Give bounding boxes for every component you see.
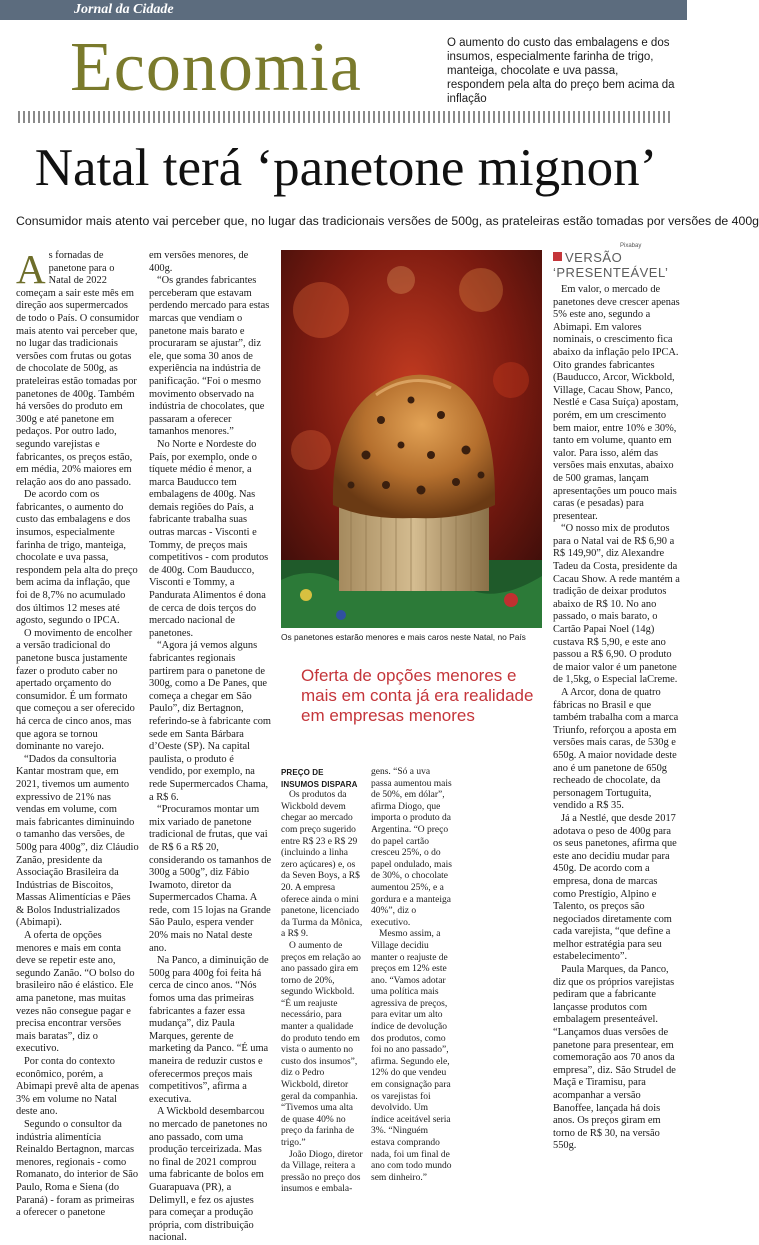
article-column-2	[149, 250, 272, 1244]
panettone-photo	[281, 250, 542, 628]
photo-credit: Pixabay	[620, 243, 642, 249]
article-paragraph: “Os grandes fabricantes perceberam que estavam perdendo mercado para estas marcas que vendiam o panetone mais barato e procuraram se ajustar”, diz ele, que soma 30 anos de experiência na indústria de panificação. “Foi o mesmo movimento observado na indústria de chocolates, que passaram a oferecer tamanhos menores.”	[149, 275, 270, 438]
sidebar-column	[553, 250, 681, 1152]
article-column-1	[16, 246, 139, 1219]
article-paragraph: Já a Nestlé, que desde 2017 adotava o peso de 400g para os seus panetones, afirma que este ano decidiu mudar para 450g. De acordo com a empresa, dona de marcas como Prestígio, Alpino e Talento, os preços são negociados diretamente com cada varejista, “que define a melhor estratégia para seu estabelecimento”.	[553, 812, 677, 963]
article-paragraph: “Dados da consultoria Kantar mostram que, em 2021, tivemos um aumento expressivo de 21% nas vendas em volume, com mais fabricantes diminuindo o tamanho das versões, de 500g para 400g”, diz Cláudio Zanão, presidente da Associação Brasileira da Indústrias de Biscoitos, Massas Alimentícias e Pães & Bolos Industrializados (Abimapi).	[16, 753, 139, 929]
masthead-label: Jornal da Cidade	[74, 2, 174, 17]
article-paragraph: gens. “Só a uva passa aumentou mais de 50%, em dólar”, afirma Diogo, que importa o produto da Argentina. “O preço do papel cartão cresceu 25%, o do papel ondulado, mais de 30%, o chocolate aumentou 25%, e a gordura e a manteiga 40%”, diz o executivo.	[371, 767, 452, 928]
article-paragraph-text: s fornadas de panetone para o Natal de 2022 começam a sair este mês em direção aos supermercados de todo o País. O consumidor mais atento vai perceber que, no lugar das tradicionais versões com frutas ou gotas de chocolate de 500g, as prateleiras estão tomadas por panetones de 400g. Também há versões do produto em 300g e até panetone em pedaços. Por outro lado, segundo varejistas e fabricantes, os preços estão, em média, 20% maiores em relação aos do ano passado.	[16, 250, 139, 488]
section-intro: O aumento do custo das embalagens e dos insumos, especialmente farinha de trigo, manteiga, chocolate e uva passa, respondem pela alta do preço bem acima da inflação	[447, 37, 675, 105]
photo-caption: Os panetones estarão menores e mais caros neste Natal, no País	[281, 632, 526, 642]
article-paragraph: Por conta do contexto econômico, porém, a Abimapi prevê alta de apenas 3% em volume no Natal deste ano.	[16, 1056, 139, 1118]
masthead-rule	[0, 19, 687, 20]
article-paragraph: A oferta de opções menores e mais em conta deve se repetir este ano, segundo Zanão. “O bolso do brasileiro não é elástico. Ele ama panetone, mas muitas vezes não consegue pagar e precisa encontrar versões mais baratas”, diz o executivo.	[16, 930, 135, 1055]
article-paragraph: João Diogo, diretor da Village, reitera a pressão no preço dos insumos e embala-	[281, 1149, 363, 1195]
article-paragraph: em versões menores, de 400g.	[149, 250, 249, 274]
article-paragraph: Na Panco, a diminuição de 500g para 400g foi feita há cerca de cinco anos. “Nós fomos uma das primeiras fabricantes a fazer essa mudança”, diz Paula Marques, gerente de marketing da Panco. “É uma maneira de reduzir custos e oferecermos preços mais competitivos”, afirma a executiva.	[149, 955, 269, 1105]
decorative-hatch-divider	[18, 111, 673, 123]
article-paragraph: “O nosso mix de produtos para o Natal vai de R$ 6,90 a R$ 149,90”, diz Alexandre Tadeu da Costa, presidente da Cacau Show. A rede mantém a tradição de deixar produtos abaixo de R$ 10. No ano passado, o mais barato, o Cartão Papai Noel (14g) custava R$ 5,90, e este ano passou a R$ 6,90. O produto de maior valor é um panetone de 1,5kg, o Especial laCreme.	[553, 523, 680, 686]
article-paragraph: Mesmo assim, a Village decidiu manter o reajuste de preços em 12% este ano. “Vamos adotar uma política mais agressiva de preços, para evitar um alto índice de devolução dos produtos, como foi no ano passado”, afirma. Segundo ele, 12% do que vendeu em consignação para os varejistas foi devolvido. Um índice aceitável seria 3%. “Ninguém estava comprando nada, foi um final de ano com todo mundo sem dinheiro.”	[371, 929, 452, 1183]
panettone-illustration	[281, 250, 542, 628]
article-paragraph: O aumento de preços em relação ao ano passado gira em torno de 20%, segundo Wickbold. “É um reajuste necessário, para manter a qualidade do produto tendo em vista o aumento no custo dos insumos”, diz o Pedro Wickbold, diretor geral da companhia. “Tivemos uma alta de quase 40% no preço da farinha de trigo.”	[281, 940, 361, 1148]
article-paragraph: No Norte e Nordeste do País, por exemplo, onde o tíquete médio é menor, a marca Bauducco tem embalagens de 400g. Nas demais regiões do País, a fabricante trabalha suas outras marcas - Visconti e Tommy, de preços mais competitivos - com produtos de 400g. Com Bauducco, Visconti e Tommy, a Pandurata Alimentos é dona de cerca de dois terços do mercado nacional de panetones.	[149, 438, 269, 639]
article-paragraph: “Procuramos montar um mix variado de panetone tradicional de frutas, que vai de R$ 6 a R$ 20, considerando os tamanhos de 300g a 500g”, diz Fábio Iwamoto, diretor da Supermercados Chama. A rede, com 15 lojas na Grande São Paulo, espera vender 20% mais no Natal deste ano.	[149, 804, 272, 954]
article-column-4	[371, 767, 453, 1183]
article-subheadline: Consumidor mais atento vai perceber que, no lugar das tradicionais versões de 500g, as prateleiras estão tomadas por versões de 400g	[16, 214, 759, 228]
drop-cap: A	[16, 246, 46, 292]
pull-quote: Oferta de opções menores e mais em conta já era realidade em empresas menores	[301, 666, 534, 725]
article-paragraph: Segundo o consultor da indústria alimentícia Reinaldo Bertagnon, marcas menores, regionais - como Romanato, do interior de São Paulo, Roma e Siena (do Paraná) - foram as primeiras a oferecer o panetone	[16, 1118, 139, 1219]
sidebar-title-text: VERSÃO ‘PRESENTEÁVEL’	[553, 250, 669, 280]
article-paragraph: A Arcor, dona de quatro fábricas no Brasil e que também trabalha com a marca Triunfo, reforçou a aposta em versões mais caras, de 530g e 650g. A maior novidade deste ano é um panetone de 650g recheado de chocolate, da personagem Tortuguita, vendido a R$ 35.	[553, 687, 679, 812]
article-column-3	[281, 767, 363, 1195]
article-paragraph: Em valor, o mercado de panetones deve crescer apenas 5% este ano, segundo a Abimapi. Em valores nominais, o crescimento fica abaixo da inflação pelo IPCA. Oito grandes fabricantes (Bauducco, Arcor, Wickbold, Village, Cacau Show, Panco, Nestlé e Casa Suíça) apostam, porém, em um crescimento bem maior, entre 10% e 30%, tanto em volume, quanto em valor. Para isso, além das versões mais enxutas, abaixo de 500 gramas, lançam apresentações um pouco mais caras (e pesadas) para presentear.	[553, 284, 680, 522]
article-subhead: PREÇO DE INSUMOS DISPARA	[281, 768, 358, 789]
article-paragraph: “Agora já vemos alguns fabricantes regionais partirem para o panetone de 300g, como a De Panes, que começa a chegar em São Paulo”, diz Bertagnon, referindo-se à fabricante com sede em Santa Bárbara d’Oeste (SP). Na capital paulista, o produto é vendido, por exemplo, na rede Supermercados Chama, a R$ 6.	[149, 640, 272, 803]
section-title: Economia	[70, 29, 362, 106]
article-paragraph: Paula Marques, da Panco, diz que os próprios varejistas pediram que a fabricante lançasse produtos com embalagem presenteável. “Lançamos duas versões de panetone para presentear, em comemoração aos 70 anos da empresa”, diz. São Strudel de Maçã e Tiramisu, para acompanhar a versão Banoffee, lançada há dois anos. Os preços giram em torno de R$ 30, na versão 550g.	[553, 964, 676, 1152]
article-paragraph: O movimento de encolher a versão tradicional do panetone busca justamente fazer o produto caber no apertado orçamento do consumidor. É um formato que começou a ser oferecido há cerca de cinco anos, mas que agora se tornou dominante no varejo.	[16, 627, 135, 753]
article-paragraph: Os produtos da Wickbold devem chegar ao mercado com preço sugerido entre R$ 23 e R$ 29 (incluindo a linha zero açúcares) e, os da Seven Boys, a R$ 20. A empresa oferece ainda o mini panetone, licenciado da Turma da Mônica, a R$ 9.	[281, 790, 363, 940]
sidebar-title	[553, 250, 681, 280]
article-paragraph: De acordo com os fabricantes, o aumento do custo das embalagens e dos insumos, especialmente farinha de trigo, manteiga, chocolate e uva passa, respondem pela alta do preço bem acima da inflação, que foi de 8,7% no acumulado dos últimos 12 meses até agosto, segundo o IPCA.	[16, 489, 138, 627]
article-paragraph: A Wickbold desembarcou no mercado de panetones no ano passado, com uma produção terceirizada. Mas no final de 2021 comprou uma fabricante de bolos em Guarapuava (PR), a Delimyll, e fez os ajustes para começar a produção própria, com distribuição nacional.	[149, 1106, 268, 1244]
sidebar-marker-icon	[553, 252, 562, 261]
article-headline: Natal terá ‘panetone mignon’	[34, 139, 658, 197]
article-paragraph	[16, 246, 139, 489]
